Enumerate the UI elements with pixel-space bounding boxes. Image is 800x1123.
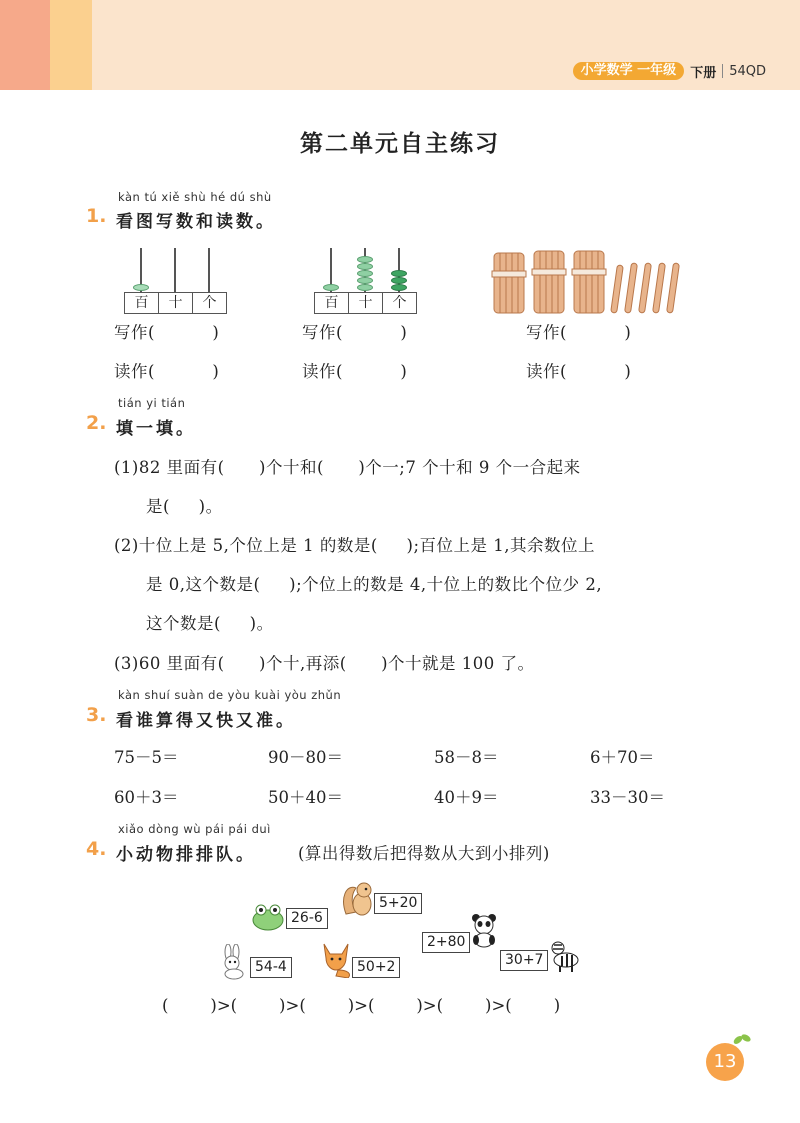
page-number: 13 bbox=[706, 1043, 744, 1081]
place-ones: 个 bbox=[202, 295, 217, 311]
abacus-bead bbox=[357, 256, 373, 263]
abacus-bead bbox=[391, 277, 407, 284]
frog-expression: 26-6 bbox=[286, 908, 328, 929]
abacus-bead bbox=[133, 284, 149, 291]
abacus-base bbox=[314, 292, 417, 314]
place-tens: 十 bbox=[349, 293, 383, 313]
read-as-2: 读作( ) bbox=[302, 362, 408, 381]
write-as-2: 写作( ) bbox=[302, 323, 408, 342]
read-as-1: 读作( ) bbox=[114, 362, 220, 381]
place-ones: 个 bbox=[392, 295, 407, 311]
ordering-answer-line: ( )>( )>( )>( )>( )>( ) bbox=[162, 996, 561, 1015]
q3-text: 看谁算得又快又准。 bbox=[116, 711, 296, 731]
expression: 90－80＝ bbox=[268, 748, 343, 767]
write-as-3: 写作( ) bbox=[526, 323, 632, 342]
stick-bundle bbox=[532, 251, 566, 313]
rabbit-expression: 54-4 bbox=[250, 957, 292, 978]
q2-line-6: (3)60 里面有( )个十,再添( )个十就是 100 了。 bbox=[114, 654, 535, 673]
abacus-rod bbox=[208, 248, 210, 292]
fox-icon bbox=[318, 940, 354, 978]
q1-pinyin: kàn tú xiě shù hé dú shù bbox=[118, 190, 272, 204]
place-hundreds: 百 bbox=[125, 293, 159, 313]
q3-pinyin: kàn shuí suàn de yòu kuài yòu zhǔn bbox=[118, 688, 342, 702]
q2-line-5: 这个数是( )。 bbox=[146, 614, 274, 633]
q3-number: 3. bbox=[86, 704, 107, 726]
place-hundreds: 百 bbox=[315, 293, 349, 313]
zebra-icon bbox=[548, 936, 584, 972]
write-as-1: 写作( ) bbox=[114, 323, 220, 342]
abacus-bead bbox=[391, 284, 407, 291]
abacus-bead bbox=[357, 270, 373, 277]
q1-text: 看图写数和读数。 bbox=[116, 212, 276, 232]
q2-line-3: (2)十位上是 5,个位上是 1 的数是( );百位上是 1,其余数位上 bbox=[114, 536, 595, 555]
header-stripe-red bbox=[0, 0, 50, 90]
single-sticks bbox=[611, 263, 680, 313]
header-divider bbox=[722, 64, 723, 78]
squirrel-expression: 5+20 bbox=[374, 893, 422, 914]
abacus-bead bbox=[357, 277, 373, 284]
frog-icon bbox=[250, 902, 286, 932]
header-stripe-yellow bbox=[50, 0, 92, 90]
rabbit-icon bbox=[216, 944, 250, 980]
expression: 33－30＝ bbox=[590, 788, 665, 807]
page-header bbox=[0, 0, 800, 90]
abacus-empty bbox=[124, 248, 226, 316]
fox-expression: 50+2 bbox=[352, 957, 400, 978]
expression: 58－8＝ bbox=[434, 748, 499, 767]
expression: 75－5＝ bbox=[114, 748, 179, 767]
q2-pinyin: tián yi tián bbox=[118, 396, 186, 410]
expression: 6＋70＝ bbox=[590, 748, 655, 767]
abacus-with-beads bbox=[314, 248, 416, 316]
q2-number: 2. bbox=[86, 412, 107, 434]
q4-number: 4. bbox=[86, 838, 107, 860]
zebra-expression: 30+7 bbox=[500, 950, 548, 971]
expression: 50＋40＝ bbox=[268, 788, 343, 807]
panda-expression: 2+80 bbox=[422, 932, 470, 953]
subject-tag: 小学数学 一年级 bbox=[573, 62, 685, 80]
panda-icon bbox=[468, 912, 500, 948]
q4-text: 小动物排排队。 bbox=[116, 845, 256, 865]
q2-line-2: 是( )。 bbox=[146, 497, 223, 516]
stick-bundle bbox=[492, 253, 526, 313]
q1-number: 1. bbox=[86, 205, 107, 227]
header-info bbox=[573, 62, 766, 80]
abacus-bead bbox=[323, 284, 339, 291]
volume-label: 下册 bbox=[690, 65, 717, 81]
place-tens: 十 bbox=[159, 293, 193, 313]
stick-bundles-image bbox=[490, 245, 690, 317]
abacus-bead bbox=[391, 270, 407, 277]
expression: 60＋3＝ bbox=[114, 788, 179, 807]
expression: 40＋9＝ bbox=[434, 788, 499, 807]
abacus-base bbox=[124, 292, 227, 314]
q4-pinyin: xiǎo dòng wù pái pái duì bbox=[118, 822, 271, 836]
q2-line-4: 是 0,这个数是( );个位上的数是 4,十位上的数比个位少 2, bbox=[146, 575, 603, 594]
q2-line-1: (1)82 里面有( )个十和( )个一;7 个十和 9 个一合起来 bbox=[114, 458, 581, 477]
squirrel-icon bbox=[340, 878, 376, 918]
edition-code: 54QD bbox=[729, 63, 766, 79]
abacus-bead bbox=[357, 284, 373, 291]
read-as-3: 读作( ) bbox=[526, 362, 632, 381]
abacus-bead bbox=[357, 263, 373, 270]
q2-text: 填一填。 bbox=[116, 419, 196, 439]
abacus-rod bbox=[174, 248, 176, 292]
page-title: 第二单元自主练习 bbox=[300, 131, 500, 157]
stick-bundle bbox=[572, 251, 606, 313]
q4-note: (算出得数后把得数从大到小排列) bbox=[298, 844, 550, 863]
